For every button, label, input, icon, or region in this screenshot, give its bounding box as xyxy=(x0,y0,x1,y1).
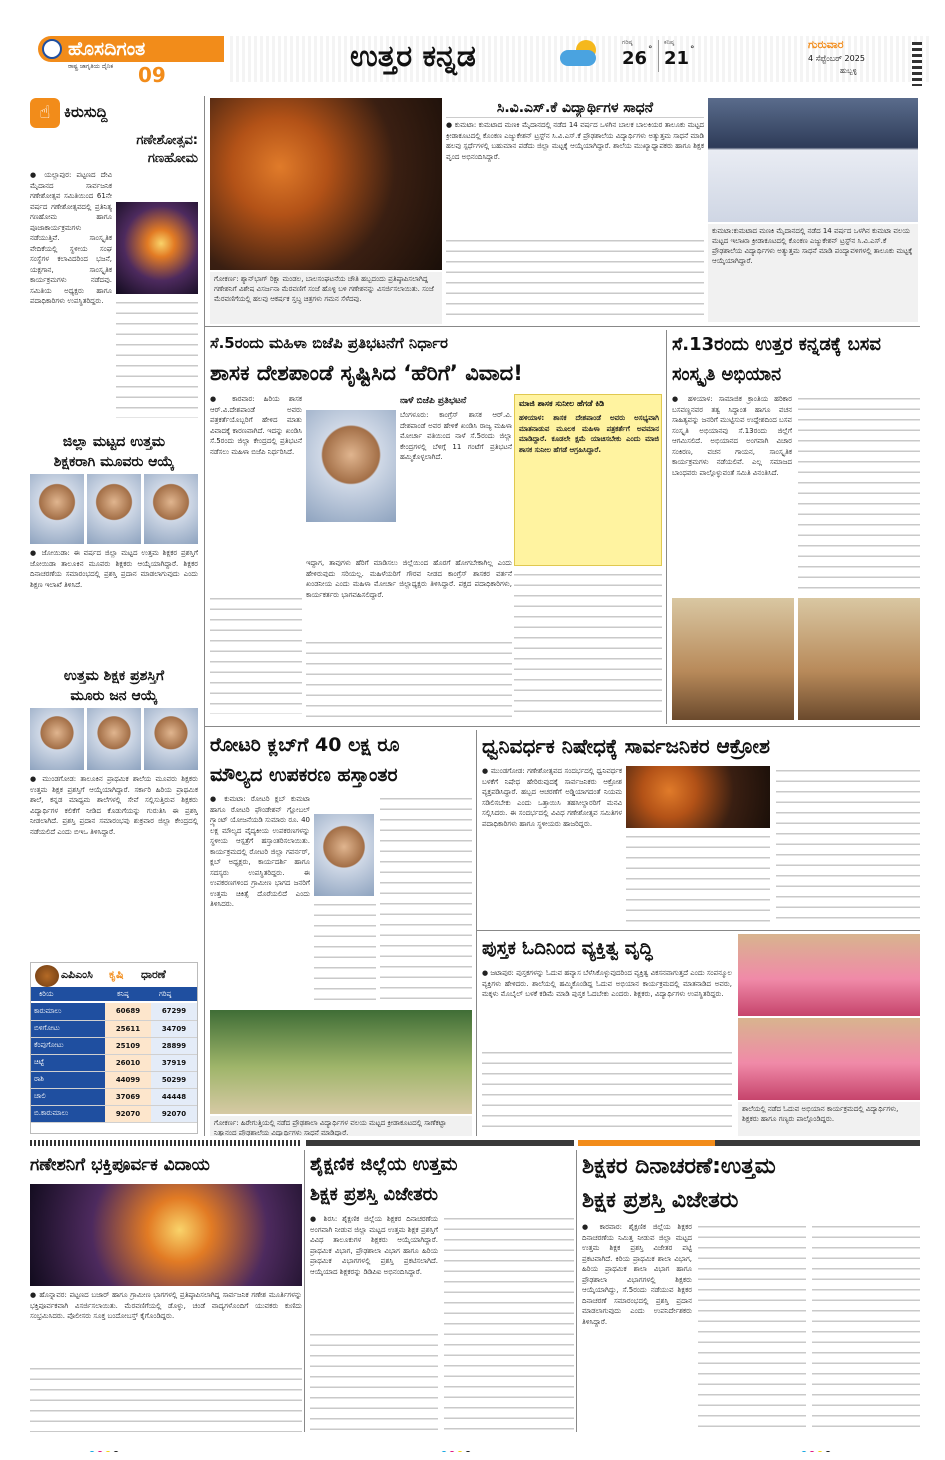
students-photo xyxy=(708,98,918,222)
dhvani-lines-2 xyxy=(776,766,920,926)
apmc-cell-name: ಚಿಟ್ಟೆ xyxy=(31,1054,105,1071)
lead-body-2: ಇದ್ದಾಗ, ತಾವುಗಳು ಹೆರಿಗೆ ಮಾಡಿಸಲು ಜಿಲ್ಲೆಯಿಂದ ಹೊರಗೆ ಹೋಗಬೇಕಾಗಿಲ್ಲ ಎಂದು ಹೇಳಿರುವುದು ಸರಿಯಲ್ಲ. ಮಹಿಳೆಯರಿಗೆ ಗೌರವ ನೀಡದ ಕಾಂಗ್ರೆಸ್ ಶಾಸಕರ ವರ್ತನೆ ಖಂಡನೀಯ ಎಂದು ಮಹಿಳಾ ಮೋರ್ಚಾ ಜಿಲ್ಲಾಧ್ಯಕ್ಷರು ತಿಳಿಸಿದ್ದಾರೆ. ಪಕ್ಷದ ಪದಾಧಿಕಾರಿಗಳು, ಕಾರ್ಯಕರ್ತರು ಭಾಗವಹಿಸಲಿದ್ದಾರೆ. xyxy=(306,559,512,599)
max-temp-degree: ° xyxy=(648,45,653,55)
page-number: 09 xyxy=(138,64,166,86)
apmc-cell-name: ಬಿಳಿಗೋಟು xyxy=(31,1020,105,1037)
dhvani-photo xyxy=(626,766,770,828)
teacher-photo-6 xyxy=(144,708,198,770)
logo-text: ಹೊಸದಿಗಂತ xyxy=(68,38,146,60)
logo-block xyxy=(28,34,228,86)
registration-marks-mid xyxy=(440,1442,500,1452)
registration-marks-left xyxy=(88,1442,148,1452)
apmc-cell-max: 92070 xyxy=(151,1105,197,1122)
masthead-side-bar xyxy=(912,42,922,86)
apmc-cell-max: 44448 xyxy=(151,1088,197,1105)
dina-headline-2: ಶಿಕ್ಷಕ ಪ್ರಶಸ್ತಿ ವಿಜೇತರು xyxy=(582,1188,739,1213)
apmc-cell-max: 28899 xyxy=(151,1037,197,1054)
dhvani-lines-1 xyxy=(626,832,770,926)
story1-headline-line1: ಗಣೇಶೋತ್ಸವ: xyxy=(136,133,198,148)
teacher-photo-1 xyxy=(30,474,84,544)
pustaka-photo-2 xyxy=(738,1018,920,1100)
max-temp-label: ಗರಿಷ್ಠ xyxy=(622,39,633,46)
apmc-title-c: ಧಾರಣೆ xyxy=(141,968,166,981)
story3-body: ● ಮುಂಡಗೋಡ: ತಾಲೂಕಿನ ಪ್ರಾಥಮಿಕ ಶಾಲೆಯ ಮೂವರು ಶಿಕ್ಷಕರು ಉತ್ತಮ ಶಿಕ್ಷಕ ಪ್ರಶಸ್ತಿಗೆ ಆಯ್ಕೆಯಾಗಿದ್ದಾರೆ. ಸರ್ಕಾರಿ ಹಿರಿಯ ಪ್ರಾಥಮಿಕ ಶಾಲೆ, ಕನ್ನಡ ಮಾಧ್ಯಮ ಶಾಲೆಗಳಲ್ಲಿ ಸೇವೆ ಸಲ್ಲಿಸುತ್ತಿರುವ ಶಿಕ್ಷಕರು ವಿದ್ಯಾರ್ಥಿಗಳ ಕಲಿಕೆಗೆ ನೀಡಿದ ಕೊಡುಗೆಯನ್ನು ಗುರುತಿಸಿ ಈ ಪ್ರಶಸ್ತಿ ನೀಡಲಾಗಿದೆ. ಪ್ರಶಸ್ತಿ ಪ್ರದಾನ ಸಮಾರಂಭವು ಶುಕ್ರವಾರ ಜಿಲ್ಲಾ ಕೇಂದ್ರದಲ್ಲಿ ನಡೆಯಲಿದೆ ಎಂದು ಬಿಇಒ ತಿಳಿಸಿದ್ದಾರೆ. xyxy=(30,775,198,836)
dhvani-headline: ಧ್ವನಿವರ್ಧಕ ನಿಷೇಧಕ್ಕೆ ಸಾರ್ವಜನಿಕರ ಆಕ್ರೋಶ xyxy=(482,734,770,758)
rotary-body: ● ಕುಮಟಾ: ರೋಟರಿ ಕ್ಲಬ್ ಕುಮಟಾ ಹಾಗೂ ರೋಟರಿ ಫೌಂಡೇಶನ್ ಗ್ಲೋಬಲ್ ಗ್ರ್ಯಾಂಟ್ ಯೋಜನೆಯಡಿ ಸುಮಾರು ರೂ. 40 ಲಕ್ಷ ಮೌಲ್ಯದ ವೈದ್ಯಕೀಯ ಉಪಕರಣಗಳನ್ನು ಸ್ಥಳೀಯ ಆಸ್ಪತ್ರೆಗೆ ಹಸ್ತಾಂತರಿಸಲಾಯಿತು. ಕಾರ್ಯಕ್ರಮದಲ್ಲಿ ರೋಟರಿ ಜಿಲ್ಲಾ ಗವರ್ನರ್, ಕ್ಲಬ್ ಅಧ್ಯಕ್ಷರು, ಕಾರ್ಯದರ್ಶಿ ಹಾಗೂ ಸದಸ್ಯರು ಉಪಸ್ಥಿತರಿದ್ದರು. ಈ ಉಪಕರಣಗಳಿಂದ ಗ್ರಾಮೀಣ ಭಾಗದ ಜನರಿಗೆ ಉತ್ತಮ ಚಿಕಿತ್ಸೆ ದೊರೆಯಲಿದೆ ಎಂದು ತಿಳಿಸಿದರು. xyxy=(210,795,310,908)
min-temp-degree: ° xyxy=(690,45,695,55)
max-temp: 26 xyxy=(622,48,648,69)
pustaka-photo-1 xyxy=(738,934,920,1016)
apmc-cell-max: 37919 xyxy=(151,1054,197,1071)
teacher-photo-4 xyxy=(30,708,84,770)
lead-body-1: ● ಕಾರವಾರ: ಹಿರಿಯ ಶಾಸಕ ಆರ್.ವಿ.ದೇಶಪಾಂಡೆ ಅವರು ಪತ್ರಕರ್ತೆಯೊಬ್ಬರಿಗೆ ಹೇಳಿದ ಮಾತು ವಿವಾದಕ್ಕೆ ಕಾರಣವಾಗಿದೆ. ಇದನ್ನು ಖಂಡಿಸಿ ಸೆ.5ರಂದು ಜಿಲ್ಲಾ ಕೇಂದ್ರದಲ್ಲಿ ಪ್ರತಿಭಟನೆ ನಡೆಸಲು ಮಹಿಳಾ ಬಿಜೆಪಿ ನಿರ್ಧರಿಸಿದೆ. xyxy=(210,395,302,456)
pustaka-headline: ಪುಸ್ತಕ ಓದಿನಿಂದ ವ್ಯಕ್ತಿತ್ವ ವೃದ್ಧಿ xyxy=(482,938,653,959)
apmc-col1: ಕಿರಿಯ xyxy=(39,990,54,998)
cvsk-headline: ಸಿ.ವಿ.ಎಸ್.ಕೆ ವಿದ್ಯಾರ್ಥಿಗಳ ಸಾಧನೆ xyxy=(446,98,704,118)
apmc-row xyxy=(31,1088,197,1105)
dina-headline-1: ಶಿಕ್ಷಕರ ದಿನಾಚರಣೆ:ಉತ್ತಮ xyxy=(582,1154,776,1179)
bottom-rule-left xyxy=(30,1140,302,1146)
rotary-headline-1: ರೋಟರಿ ಕ್ಲಬ್‌ಗೆ 40 ಲಕ್ಷ ರೂ xyxy=(210,734,400,756)
basava-photo-2 xyxy=(798,598,920,720)
box-body: ಬೆಂಗಳೂರು: ಕಾಂಗ್ರೆಸ್ ಶಾಸಕ ಆರ್.ವಿ. ದೇಶಪಾಂಡೆ ಅವರ ಹೇಳಿಕೆ ಖಂಡಿಸಿ ರಾಜ್ಯ ಮಹಿಳಾ ಮೋರ್ಚಾ ವತಿಯಿಂದ ನಾಳೆ ಸೆ.5ರಂದು ಜಿಲ್ಲಾ ಕೇಂದ್ರಗಳಲ್ಲಿ ಬೆಳಿಗ್ಗೆ 11 ಗಂಟೆಗೆ ಪ್ರತಿಭಟನೆ ಹಮ್ಮಿಕೊಳ್ಳಲಾಗಿದೆ. xyxy=(400,411,512,461)
lead-kicker: ಸೆ.5ರಂದು ಮಹಿಳಾ ಬಿಜೆಪಿ ಪ್ರತಿಭಟನೆಗೆ ನಿರ್ಧಾರ xyxy=(210,334,448,352)
apmc-table xyxy=(30,962,198,1134)
jille-headline-1: ಶೈಕ್ಷಣಿಕ ಜಿಲ್ಲೆಯ ಉತ್ತಮ xyxy=(310,1154,458,1175)
procession-photo xyxy=(210,98,442,270)
apmc-cell-min: 37069 xyxy=(105,1088,151,1105)
basava-body: ● ಹಳಿಯಾಳ: ಸಾಮಾಜಿಕ ಕ್ರಾಂತಿಯ ಹರಿಕಾರ ಬಸವಣ್ಣನವರ ತತ್ವ ಸಿದ್ಧಾಂತ ಹಾಗೂ ವಚನ ಸಾಹಿತ್ಯವನ್ನು ಜನರಿಗೆ ಮುಟ್ಟಿಸುವ ಉದ್ದೇಶದಿಂದ ಬಸವ ಸಂಸ್ಕೃತಿ ಅಭಿಯಾನವು ಸೆ.13ರಂದು ಜಿಲ್ಲೆಗೆ ಆಗಮಿಸಲಿದೆ. ಅಭಿಯಾನದ ಅಂಗವಾಗಿ ವಿಚಾರ ಸಂಕಿರಣ, ವಚನ ಗಾಯನ, ಸಾಂಸ್ಕೃತಿಕ ಕಾರ್ಯಕ್ರಮಗಳು ನಡೆಯಲಿವೆ. ಎಲ್ಲ ಸಮಾಜದ ಬಾಂಧವರು ಪಾಲ್ಗೊಳ್ಳುವಂತೆ ಸಮಿತಿ ವಿನಂತಿಸಿದೆ. xyxy=(672,395,792,477)
apmc-cell-min: 60689 xyxy=(105,1003,151,1020)
lead-headline: ಶಾಸಕ ದೇಶಪಾಂಡೆ ಸೃಷ್ಟಿಸಿದ ‘ಹೆರಿಗೆ’ ವಿವಾದ! xyxy=(210,361,523,385)
apmc-cell-min: 92070 xyxy=(105,1105,151,1122)
apmc-col3: ಗರಿಷ್ಠ xyxy=(159,990,172,998)
story2-headline-line2: ಶಿಕ್ಷಕರಾಗಿ ಮೂವರು ಆಯ್ಕೆ xyxy=(53,454,175,470)
story1-body: ● ಯಲ್ಲಾಪುರ: ಪಟ್ಟಣದ ದೇವಿ ಮೈದಾನದ ಸಾರ್ವಜನಿಕ ಗಣೇಶೋತ್ಸವ ಸಮಿತಿಯಿಂದ 61ನೇ ವರ್ಷದ ಗಣೇಶೋತ್ಸವದಲ್ಲಿ ಪ್ರತಿನಿತ್ಯ ಗಣಹೋಮ ಹಾಗೂ ಪೂಜಾಕಾರ್ಯಕ್ರಮಗಳು ನಡೆಯುತ್ತಿವೆ. ಸಾಂಸ್ಕೃತಿಕ ವೇದಿಕೆಯಲ್ಲಿ ಸ್ಥಳೀಯ ಸಂಘ ಸಂಸ್ಥೆಗಳ ಕಲಾವಿದರಿಂದ ಭಜನೆ, ಯಕ್ಷಗಾನ, ಸಾಂಸ್ಕೃತಿಕ ಕಾರ್ಯಕ್ರಮಗಳು ನಡೆದವು. ಸಮಿತಿಯ ಅಧ್ಯಕ್ಷರು ಹಾಗೂ ಪದಾಧಿಕಾರಿಗಳು ಉಪಸ್ಥಿತರಿದ್ದರು. xyxy=(30,171,112,305)
apmc-row xyxy=(31,1054,197,1071)
rotary-photo xyxy=(314,814,374,896)
rotary-lines xyxy=(380,794,472,1006)
arecanut-icon xyxy=(35,965,59,987)
dhvani-body: ● ಮುಂಡಗೋಡ: ಗಣೇಶೋತ್ಸವದ ಸಂದರ್ಭದಲ್ಲಿ ಧ್ವನಿವರ್ಧಕ ಬಳಕೆಗೆ ನಿಷೇಧ ಹೇರಿರುವುದಕ್ಕೆ ಸಾರ್ವಜನಿಕರು ಆಕ್ರೋಶ ವ್ಯಕ್ತಪಡಿಸಿದ್ದಾರೆ. ಹಬ್ಬದ ಆಚರಣೆಗೆ ಅಡ್ಡಿಯಾಗದಂತೆ ನಿಯಮ ಸಡಿಲಿಸಬೇಕು ಎಂದು ಒತ್ತಾಯಿಸಿ ತಹಸೀಲ್ದಾರರಿಗೆ ಮನವಿ ಸಲ್ಲಿಸಿದರು. ಈ ಸಂದರ್ಭದಲ್ಲಿ ವಿವಿಧ ಗಣೇಶೋತ್ಸವ ಸಮಿತಿಗಳ ಪದಾಧಿಕಾರಿಗಳು ಹಾಗೂ ಸ್ಥಳೀಯರು ಹಾಜರಿದ್ದರು. xyxy=(482,767,622,828)
finger-icon: ☝ xyxy=(30,98,60,128)
logo-emblem-icon xyxy=(42,39,62,59)
masthead-date: 4 ಸೆಪ್ಟೆಂಬರ್ 2025 xyxy=(808,54,865,63)
apmc-row xyxy=(31,1020,197,1037)
apmc-rows xyxy=(31,1003,197,1133)
masthead-day: ಗುರುವಾರ xyxy=(808,38,844,51)
apmc-cell-min: 25109 xyxy=(105,1037,151,1054)
kirusuddi-label: ಕಿರುಸುದ್ದಿ xyxy=(64,103,108,121)
story3-headline-line2: ಮೂರು ಜನ ಆಯ್ಕೆ xyxy=(70,688,158,704)
sports-photo xyxy=(210,1010,472,1114)
apmc-cell-max: 34709 xyxy=(151,1020,197,1037)
bottom-rule-mid xyxy=(306,1140,574,1146)
teacher-photo-5 xyxy=(87,708,141,770)
apmc-cell-min: 25611 xyxy=(105,1020,151,1037)
yellow-box-body: ಹಳಿಯಾಳ: ಶಾಸಕ ದೇಶಪಾಂಡೆ ಅವರು ಅಸಭ್ಯವಾಗಿ ಮಾತನಾಡುವ ಮೂಲಕ ಮಹಿಳಾ ಪತ್ರಕರ್ತೆಗೆ ಅವಮಾನ ಮಾಡಿದ್ದಾರೆ. ಕೂಡಲೇ ಕ್ಷಮೆ ಯಾಚಿಸಬೇಕು ಎಂದು ಮಾಜಿ ಶಾಸಕ ಸುನೀಲ ಹೆಗಡೆ ಆಗ್ರಹಿಸಿದ್ದಾರೆ. xyxy=(519,414,659,454)
registration-marks-right xyxy=(800,1442,860,1452)
bottom-rule-right xyxy=(578,1140,920,1146)
cvsk-lines xyxy=(446,236,704,322)
box-title: ನಾಳೆ ಬಿಜೆಪಿ ಪ್ರತಿಭಟನೆ xyxy=(400,396,467,406)
cvsk-body: ● ಕುಮಟಾ: ಕುಮಟಾದ ಮಣಕಿ ಮೈದಾನದಲ್ಲಿ ನಡೆದ 14 ವರ್ಷದ ಒಳಗಿನ ಬಾಲಕ ಬಾಲಕಿಯರ ತಾಲೂಕು ಮಟ್ಟದ ಕ್ರೀಡಾಕೂಟದಲ್ಲಿ ಕೊಂಕಣ ಎಜ್ಯುಕೇಶನ್ ಟ್ರಸ್ಟ್‌ನ ಸಿ.ವಿ.ಎಸ್.ಕೆ ಪ್ರೌಢಶಾಲೆಯ ವಿದ್ಯಾರ್ಥಿಗಳು ಅತ್ಯುತ್ತಮ ಸಾಧನೆ ಮಾಡಿ ಹಲವು ಸ್ಪರ್ಧೆಗಳಲ್ಲಿ ಬಹುಮಾನ ಪಡೆದು ಜಿಲ್ಲಾ ಮಟ್ಟಕ್ಕೆ ಆಯ್ಕೆಯಾಗಿದ್ದಾರೆ. ಶಾಲೆಯ ಮುಖ್ಯಾಧ್ಯಾಪಕರು ಹಾಗೂ ಶಿಕ್ಷಕ ವೃಂದ ಅಭಿನಂದಿಸಿದ್ದಾರೆ. xyxy=(446,121,704,161)
pustaka-body: ● ಜಟಾಪುರ: ಪುಸ್ತಕಗಳನ್ನು ಓದುವ ಹವ್ಯಾಸ ಬೆಳೆಸಿಕೊಳ್ಳುವುದರಿಂದ ವ್ಯಕ್ತಿತ್ವ ವಿಕಸನವಾಗುತ್ತದೆ ಎಂದು ಸಂಪನ್ಮೂಲ ವ್ಯಕ್ತಿಗಳು ಹೇಳಿದರು. ಶಾಲೆಯಲ್ಲಿ ಹಮ್ಮಿಕೊಂಡಿದ್ದ ಓದುವ ಅಭಿಯಾನ ಕಾರ್ಯಕ್ರಮದಲ್ಲಿ ಮಾತನಾಡಿದ ಅವರು, ಮಕ್ಕಳು ಮೊಬೈಲ್ ಬಳಕೆ ಕಡಿಮೆ ಮಾಡಿ ಪುಸ್ತಕ ಓದಬೇಕು ಎಂದರು. ಶಿಕ್ಷಕರು, ವಿದ್ಯಾರ್ಥಿಗಳು ಉಪಸ್ಥಿತರಿದ್ದರು. xyxy=(482,969,732,998)
story1-headline-line2: ಗಣಹೋಮ xyxy=(147,151,198,166)
lead-lines-2 xyxy=(306,638,512,720)
apmc-title-b: ಕೃಷಿ xyxy=(109,968,124,981)
ganesh-photo xyxy=(30,1184,302,1286)
jille-lines-2 xyxy=(444,1214,574,1432)
story1-lines xyxy=(116,298,198,418)
rotary-lines-2 xyxy=(314,900,376,1006)
deshpande-box xyxy=(306,394,512,554)
masthead xyxy=(0,0,945,98)
yellow-box-title: ಮಾಜಿ ಶಾಸಕ ಸುನೀಲ ಹೆಗಡೆ ಕಿಡಿ xyxy=(519,399,605,408)
apmc-cell-min: 26010 xyxy=(105,1054,151,1071)
apmc-cell-max: 67299 xyxy=(151,1003,197,1020)
edition-title: ಉತ್ತರ ಕನ್ನಡ xyxy=(350,39,476,74)
apmc-cell-min: 44099 xyxy=(105,1071,151,1088)
story2-headline-line1: ಜಿಲ್ಲಾ ಮಟ್ಟದ ಉತ್ತಮ xyxy=(62,434,166,450)
ganesh-headline: ಗಣೇಶನಿಗೆ ಭಕ್ತಿಪೂರ್ವಕ ವಿದಾಯ xyxy=(30,1155,210,1175)
apmc-col2: ಕನಿಷ್ಠ xyxy=(117,990,129,998)
story3-headline-line1: ಉತ್ತಮ ಶಿಕ್ಷಕ ಪ್ರಶಸ್ತಿಗೆ xyxy=(63,668,165,684)
apmc-cell-name: ಕೆಂಪುಗೋಟು xyxy=(31,1037,105,1054)
teacher-photo-3 xyxy=(144,474,198,544)
apmc-row xyxy=(31,1105,197,1122)
apmc-cell-max: 50299 xyxy=(151,1071,197,1088)
lead-lines-1 xyxy=(210,594,302,714)
sports-caption: ಗೋಕರ್ಣ: ಹಿರೇಗುತ್ತಿಯಲ್ಲಿ ನಡೆದ ಪ್ರೌಢಶಾಲಾ ವಿದ್ಯಾರ್ಥಿಗಳ ವಲಯ ಮಟ್ಟದ ಕ್ರೀಡಾಕೂಟದಲ್ಲಿ ಸಾಣೆಕಟ್ಟಾ ನಿತ್ಯಾನಂದ ಪ್ರೌಢಶಾಲೆಯ ವಿದ್ಯಾರ್ಥಿಗಳು ಸಾಧನೆ ಮಾಡಿದ್ದಾರೆ. xyxy=(210,1116,472,1136)
masthead-city: ಹುಬ್ಬಳ್ಳಿ xyxy=(840,67,857,75)
apmc-title-a: ಎಪಿಎಂಸಿ xyxy=(61,968,93,981)
jille-headline-2: ಶಿಕ್ಷಕ ಪ್ರಶಸ್ತಿ ವಿಜೇತರು xyxy=(310,1184,438,1205)
ganesh-lines xyxy=(30,1364,302,1432)
jille-body: ● ಶಿರಸಿ: ಶೈಕ್ಷಣಿಕ ಜಿಲ್ಲೆಯ ಶಿಕ್ಷಕರ ದಿನಾಚರಣೆಯ ಅಂಗವಾಗಿ ನೀಡುವ ಜಿಲ್ಲಾ ಮಟ್ಟದ ಉತ್ತಮ ಶಿಕ್ಷಕ ಪ್ರಶಸ್ತಿಗೆ ವಿವಿಧ ತಾಲೂಕುಗಳ ಶಿಕ್ಷಕರು ಆಯ್ಕೆಯಾಗಿದ್ದಾರೆ. ಪ್ರಾಥಮಿಕ ವಿಭಾಗ, ಪ್ರೌಢಶಾಲಾ ವಿಭಾಗ ಹಾಗೂ ಹಿರಿಯ ಪ್ರಾಥಮಿಕ ವಿಭಾಗಗಳಲ್ಲಿ ಪ್ರಶಸ್ತಿ ಪ್ರಕಟಿಸಲಾಗಿದೆ. ಆಯ್ಕೆಯಾದ ಶಿಕ್ಷಕರನ್ನು ಡಿಡಿಪಿಐ ಅಭಿನಂದಿಸಿದ್ದಾರೆ. xyxy=(310,1215,438,1276)
basava-headline: ಸೆ.13ರಂದು ಉತ್ತರ ಕನ್ನಡಕ್ಕೆ ಬಸವ ಸಂಸ್ಕೃತಿ ಅಭಿಯಾನ xyxy=(672,334,881,385)
procession-caption: ಗೋಕರ್ಣ: ಶ್ಯಾನ್‌ಭಾಗ್ ರಿಕ್ಷಾ ಮಂಡಲ, ಬಾಲಸಂಘಟನೆಯ ಚೌತಿ ಹಬ್ಬದಂದು ಪ್ರತಿಷ್ಠಾಪಿಸಲಾಗಿದ್ದ ಗಣೇಶನಿಗೆ ವಿಶೇಷ ವಿಸರ್ಜನಾ ಮೆರವಣಿಗೆ ಸಂಜೆ ಹೊಳ್ಳಿ ಬಳಿ ಗಣೇಶನನ್ನು ವಿಸರ್ಜಿಸಲಾಯಿತು. ಸಂಜೆ ಮೆರವಣಿಗೆಯಲ್ಲಿ ಹಲವು ಆಕರ್ಷಕ ಸ್ತಬ್ಧ ಚಿತ್ರಗಳು ಗಮನ ಸೆಳೆದವು. xyxy=(210,272,442,324)
dina-body: ● ಕಾರವಾರ: ಶೈಕ್ಷಣಿಕ ಜಿಲ್ಲೆಯ ಶಿಕ್ಷಕರ ದಿನಾಚರಣೆಯ ನಿಮಿತ್ತ ನೀಡುವ ಜಿಲ್ಲಾ ಮಟ್ಟದ ಉತ್ತಮ ಶಿಕ್ಷಕ ಪ್ರಶಸ್ತಿ ವಿಜೇತರ ಪಟ್ಟಿ ಪ್ರಕಟವಾಗಿದೆ. ಕಿರಿಯ ಪ್ರಾಥಮಿಕ ಶಾಲಾ ವಿಭಾಗ, ಹಿರಿಯ ಪ್ರಾಥಮಿಕ ಶಾಲಾ ವಿಭಾಗ ಹಾಗೂ ಪ್ರೌಢಶಾಲಾ ವಿಭಾಗಗಳಲ್ಲಿ ಶಿಕ್ಷಕರು ಆಯ್ಕೆಯಾಗಿದ್ದು, ಸೆ.5ರಂದು ನಡೆಯುವ ಶಿಕ್ಷಕರ ದಿನಾಚರಣೆ ಸಮಾರಂಭದಲ್ಲಿ ಪ್ರಶಸ್ತಿ ಪ್ರದಾನ ಮಾಡಲಾಗುವುದು ಎಂದು ಉಪನಿರ್ದೇಶಕರು ತಿಳಿಸಿದ್ದಾರೆ. xyxy=(582,1223,692,1326)
yellow-box xyxy=(514,394,662,566)
basava-photo-1 xyxy=(672,598,794,720)
ganesh-body: ● ಹೊನ್ನಾವರ: ಪಟ್ಟಣದ ಬಜಾರ್ ಹಾಗೂ ಗ್ರಾಮೀಣ ಭಾಗಗಳಲ್ಲಿ ಪ್ರತಿಷ್ಠಾಪಿಸಲಾಗಿದ್ದ ಸಾರ್ವಜನಿಕ ಗಣೇಶ ಮೂರ್ತಿಗಳನ್ನು ಭಕ್ತಿಪೂರ್ವಕವಾಗಿ ವಿಸರ್ಜಿಸಲಾಯಿತು. ಮೆರವಣಿಗೆಯಲ್ಲಿ ಡೊಳ್ಳು, ಚಂಡೆ ವಾದ್ಯಗಳೊಂದಿಗೆ ಯುವಕರು ಕುಣಿದು ಸಂಭ್ರಮಿಸಿದರು. ಪೊಲೀಸರು ಸೂಕ್ತ ಬಂದೋಬಸ್ತ್ ಕೈಗೊಂಡಿದ್ದರು. xyxy=(30,1291,302,1320)
apmc-header-row xyxy=(31,987,197,1001)
pustaka-caption: ಶಾಲೆಯಲ್ಲಿ ನಡೆದ ಓದುವ ಅಭಿಯಾನ ಕಾರ್ಯಕ್ರಮದಲ್ಲಿ ವಿದ್ಯಾರ್ಥಿಗಳು, ಶಿಕ್ಷಕರು ಹಾಗೂ ಗಣ್ಯರು ಪಾಲ್ಗೊಂಡಿದ್ದರು. xyxy=(738,1102,920,1136)
story2-body: ● ಜೋಯಿಡಾ: ಈ ವರ್ಷದ ಜಿಲ್ಲಾ ಮಟ್ಟದ ಉತ್ತಮ ಶಿಕ್ಷಕರ ಪ್ರಶಸ್ತಿಗೆ ಜೋಯಿಡಾ ತಾಲೂಕಿನ ಮೂವರು ಶಿಕ್ಷಕರು ಆಯ್ಕೆಯಾಗಿದ್ದಾರೆ. ಶಿಕ್ಷಕರ ದಿನಾಚರಣೆಯ ಸಮಾರಂಭದಲ್ಲಿ ಪ್ರಶಸ್ತಿ ಪ್ರದಾನ ಮಾಡಲಾಗುವುದು ಎಂದು ಶಿಕ್ಷಣ ಇಲಾಖೆ ತಿಳಿಸಿದೆ. xyxy=(30,549,198,589)
dina-lines-2 xyxy=(812,1222,920,1432)
apmc-cell-name: ಬಿ.ಕಾರುಮಾಲು xyxy=(31,1105,105,1122)
apmc-row xyxy=(31,1037,197,1054)
dina-lines-1 xyxy=(698,1222,806,1432)
min-temp-label: ಕನಿಷ್ಠ xyxy=(664,39,675,46)
students-caption: ಕುಮಟಾ:ಕುಮಟಾದ ಮಣಕಿ ಮೈದಾನದಲ್ಲಿ ನಡೆದ 14 ವರ್ಷದ ಒಳಗಿನ ಕುಮಟಾ ವಲಯ ಮಟ್ಟದ ಇಲಾಖಾ ಕ್ರೀಡಾಕೂಟದಲ್ಲಿ ಕೊಂಕಣ ಎಜ್ಯುಕೇಶನ್ ಟ್ರಸ್ಟ್‌ನ ಸಿ.ವಿ.ಎಸ್.ಕೆ ಪ್ರೌಢಶಾಲೆಯ ವಿದ್ಯಾರ್ಥಿಗಳು ಅತ್ಯುತ್ತಮ ಸಾಧನೆ ಮಾಡಿ ಪಂದ್ಯಾವಳಿಗಳಲ್ಲಿ ತಾಲೂಕು ಮಟ್ಟಕ್ಕೆ ಆಯ್ಕೆಯಾಗಿದ್ದಾರೆ. xyxy=(708,224,918,322)
lead-lines-3 xyxy=(514,570,662,720)
deshpande-photo xyxy=(306,410,396,522)
pustaka-lines xyxy=(482,1048,732,1136)
weather-cloud-icon xyxy=(560,40,600,70)
apmc-cell-name: ರಾಶಿ xyxy=(31,1071,105,1088)
apmc-cell-name: ಚಾಲಿ xyxy=(31,1088,105,1105)
min-temp: 21 xyxy=(664,48,690,69)
kirusuddi-column xyxy=(30,96,198,966)
rotary-headline-2: ಮೌಲ್ಯದ ಉಪಕರಣ ಹಸ್ತಾಂತರ xyxy=(210,764,398,786)
teacher-photo-2 xyxy=(87,474,141,544)
apmc-row xyxy=(31,1003,197,1020)
ganesha-photo xyxy=(116,202,198,294)
jille-lines-1 xyxy=(310,1330,438,1432)
basava-lines xyxy=(798,394,920,594)
apmc-row xyxy=(31,1071,197,1088)
logo-tagline: ರಾಷ್ಟ್ರ ಜಾಗೃತಿಯ ದೈನಿಕ xyxy=(68,63,114,70)
apmc-cell-name: ಕಾರುಮಾಲು xyxy=(31,1003,105,1020)
